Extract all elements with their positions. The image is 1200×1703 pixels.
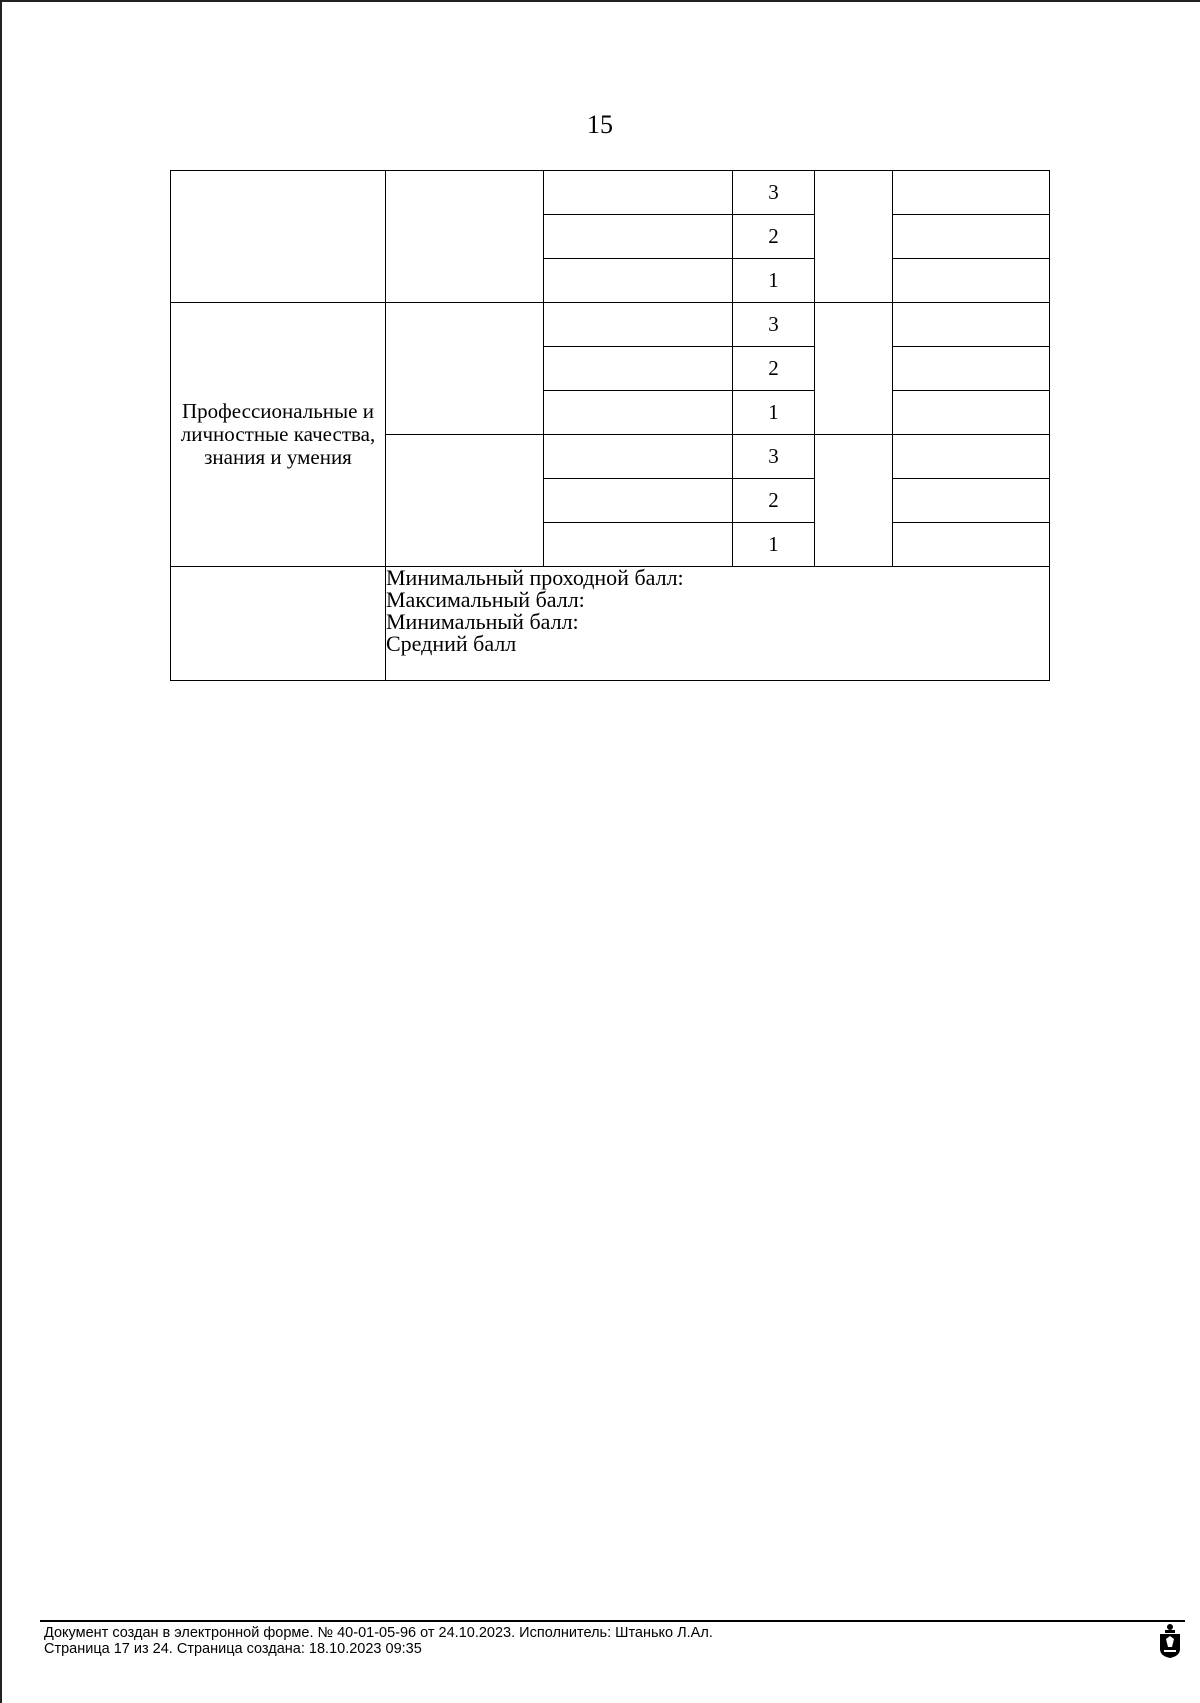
page-number: 15 [587,110,613,139]
coat-of-arms-icon [1158,1623,1182,1659]
score-cell: 3 [733,435,815,479]
score-cell: 2 [733,479,815,523]
score-cell: 1 [733,259,815,303]
score-cell: 2 [733,347,815,391]
summary-row [171,567,1050,681]
result-cell [893,171,1050,215]
description-cell [544,435,733,479]
description-cell [544,391,733,435]
average-score-label: Средний балл [386,631,517,656]
description-cell [544,479,733,523]
description-cell [544,347,733,391]
score-cell: 3 [733,303,815,347]
result-cell [893,435,1050,479]
min-score-label: Минимальный балл: [386,609,579,634]
score-cell: 1 [733,391,815,435]
page-edge-top [0,0,1200,2]
summary-cell [386,567,1050,681]
result-cell [893,215,1050,259]
indicator-cell [386,171,544,303]
description-cell [544,303,733,347]
evaluation-table [170,170,1050,681]
description-cell [544,523,733,567]
weight-cell [815,171,893,303]
description-cell [544,259,733,303]
score-cell: 1 [733,523,815,567]
result-cell [893,391,1050,435]
score-cell: 3 [733,171,815,215]
indicator-cell [386,303,544,435]
summary-empty-cell [171,567,386,681]
description-cell [544,171,733,215]
page-edge-left [0,0,2,1703]
result-cell [893,347,1050,391]
result-cell [893,479,1050,523]
footer-line-document: Документ создан в электронной форме. № 40-01-05-96 от 24.10.2023. Исполнитель: Штанько Л.Ал. [44,1625,713,1641]
footer-line-page: Страница 17 из 24. Страница создана: 18.10.2023 09:35 [44,1641,422,1657]
indicator-cell [386,435,544,567]
result-cell [893,259,1050,303]
document-footer [44,1625,713,1657]
footer-rule [40,1620,1185,1622]
table-row [171,303,1050,347]
weight-cell [815,435,893,567]
max-score-label: Максимальный балл: [386,587,585,612]
table-row [171,171,1050,215]
result-cell [893,523,1050,567]
weight-cell [815,303,893,435]
criteria-cell-empty [171,171,386,303]
result-cell [893,303,1050,347]
min-passing-score-label: Минимальный проходной балл: [386,565,684,590]
description-cell [544,215,733,259]
category-label: Профессиональные и личностные качества, знания и умения [171,303,386,567]
score-cell: 2 [733,215,815,259]
